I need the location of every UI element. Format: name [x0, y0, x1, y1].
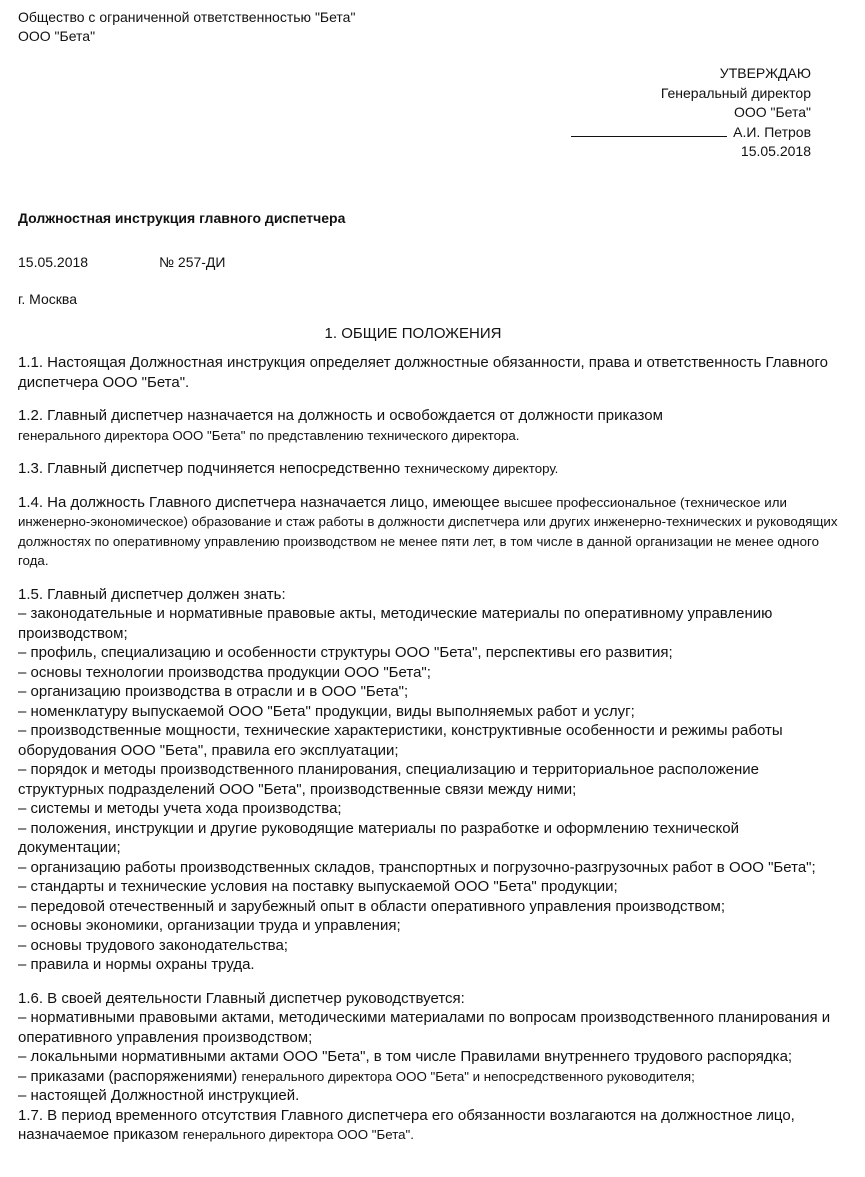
list-item: – организацию производства в отрасли и в ООО "Бета"; [18, 683, 409, 700]
list-item: – нормативными правовыми актами, методическими материалами по вопросам производственного планирования и оперативного управления производством; [18, 1009, 831, 1046]
approval-date: 15.05.2018 [740, 143, 811, 159]
list-item: – системы и методы учета хода производства; [18, 800, 342, 817]
paragraph-1-7 [18, 1106, 838, 1145]
list-item: – локальными нормативными актами ООО "Бета", в том числе Правилами внутреннего трудового распорядка; [18, 1048, 793, 1065]
list-item: – передовой отечественный и зарубежный опыт в области оперативного управления производством; [18, 897, 726, 915]
list-item: – основы трудового законодательства; [18, 936, 288, 954]
approval-block [18, 64, 811, 162]
list-item: – основы экономики, организации труда и управления; [18, 917, 401, 934]
list-item: – положения, инструкции и другие руководящие материалы по разработке и оформлению технической документации; [18, 819, 739, 856]
list-item: – организацию работы производственных складов, транспортных и погрузочно-разгрузочных работ в ООО "Бета"; [18, 858, 816, 876]
paragraph-1-6-head: 1.6. В своей деятельности Главный диспетчер руководствуется: [18, 989, 465, 1007]
document-meta [18, 254, 226, 270]
list-item: – настоящей Должностной инструкцией. [18, 1087, 300, 1104]
paragraph-1-2-text: 1.2. Главный диспетчер назначается на должность и освобождается от должности приказом [18, 407, 663, 424]
approver-signature-row [18, 123, 811, 143]
paragraph-1-7-text: 1.7. В период временного отсутствия Главного диспетчера его обязанности возлагаются на должностное лицо, назначаемое приказом [18, 1106, 795, 1143]
list-item: – законодательные и нормативные правовые акты, методические материалы по оперативному управлению производством; [18, 605, 773, 642]
document-city: г. Москва [18, 291, 77, 307]
paragraph-1-3 [18, 459, 838, 479]
list-item: – профиль, специализацию и особенности структуры ООО "Бета", перспективы его развития; [18, 644, 673, 661]
document-number: № 257-ДИ [159, 254, 226, 270]
document-body [18, 353, 838, 1145]
org-short-name: ООО "Бета" [18, 28, 96, 44]
list-item: – основы технологии производства продукции ООО "Бета"; [18, 663, 431, 681]
paragraph-1-4-text: 1.4. На должность Главного диспетчера назначается лицо, имеющее [18, 493, 500, 511]
organization-header [18, 8, 838, 46]
list-item: – стандарты и технические условия на поставку выпускаемой ООО "Бета" продукции; [18, 878, 618, 895]
paragraph-1-6 [18, 989, 838, 1106]
paragraph-1-5-head: 1.5. Главный диспетчер должен знать: [18, 585, 286, 603]
paragraph-1-4 [18, 493, 838, 571]
document-page [18, 8, 838, 1143]
document-title: Должностная инструкция главного диспетчера [18, 210, 346, 226]
list-item: – порядок и методы производственного планирования, специализацию и территориальное расположение структурных подразделений ООО "Бета", производственные связи между ними; [18, 761, 760, 798]
approve-label: УТВЕРЖДАЮ [719, 65, 811, 81]
list-item: – номенклатуру выпускаемой ООО "Бета" продукции, виды выполняемых работ и услуг; [18, 702, 635, 720]
paragraph-1-1: 1.1. Настоящая Должностная инструкция определяет должностные обязанности, права и ответственность Главного диспетчера ООО "Бета". [18, 354, 828, 391]
paragraph-1-4-inserted: высшее профессиональное (техническое или инженерно-экономическое) образование и стаж работы в должности диспетчера или других инженерно-технических и руководящих должностях по оперативному управлению производством не менее пяти лет, в том числе в данной организации не менее одного года. [18, 494, 838, 568]
paragraph-1-2 [18, 406, 838, 445]
paragraph-1-3-inserted: техническому директору. [404, 461, 559, 476]
list-item: – приказами (распоряжениями) [18, 1067, 238, 1085]
org-full-name: Общество с ограниченной ответственностью "Бета" [18, 9, 356, 25]
approver-position: Генеральный директор [660, 84, 811, 101]
paragraph-1-5 [18, 585, 838, 975]
list-item-inserted: генерального директора ООО "Бета" и непосредственного руководителя; [241, 1068, 695, 1084]
approver-name: А.И. Петров [733, 123, 811, 140]
list-item: – производственные мощности, технические характеристики, конструктивные особенности и режимы работы оборудования ООО "Бета", правила его эксплуатации; [18, 722, 783, 759]
paragraph-1-2-inserted: генерального директора ООО "Бета" по представлению технического директора. [18, 427, 520, 443]
paragraph-1-7-inserted: генерального директора ООО "Бета". [182, 1127, 414, 1142]
paragraph-1-3-text: 1.3. Главный диспетчер подчиняется непосредственно [18, 460, 401, 477]
section-title: 1. ОБЩИЕ ПОЛОЖЕНИЯ [324, 325, 502, 342]
document-date: 15.05.2018 [18, 254, 89, 270]
approver-company: ООО "Бета" [733, 104, 811, 120]
list-item: – правила и нормы охраны труда. [18, 956, 255, 973]
signature-line [571, 123, 727, 137]
